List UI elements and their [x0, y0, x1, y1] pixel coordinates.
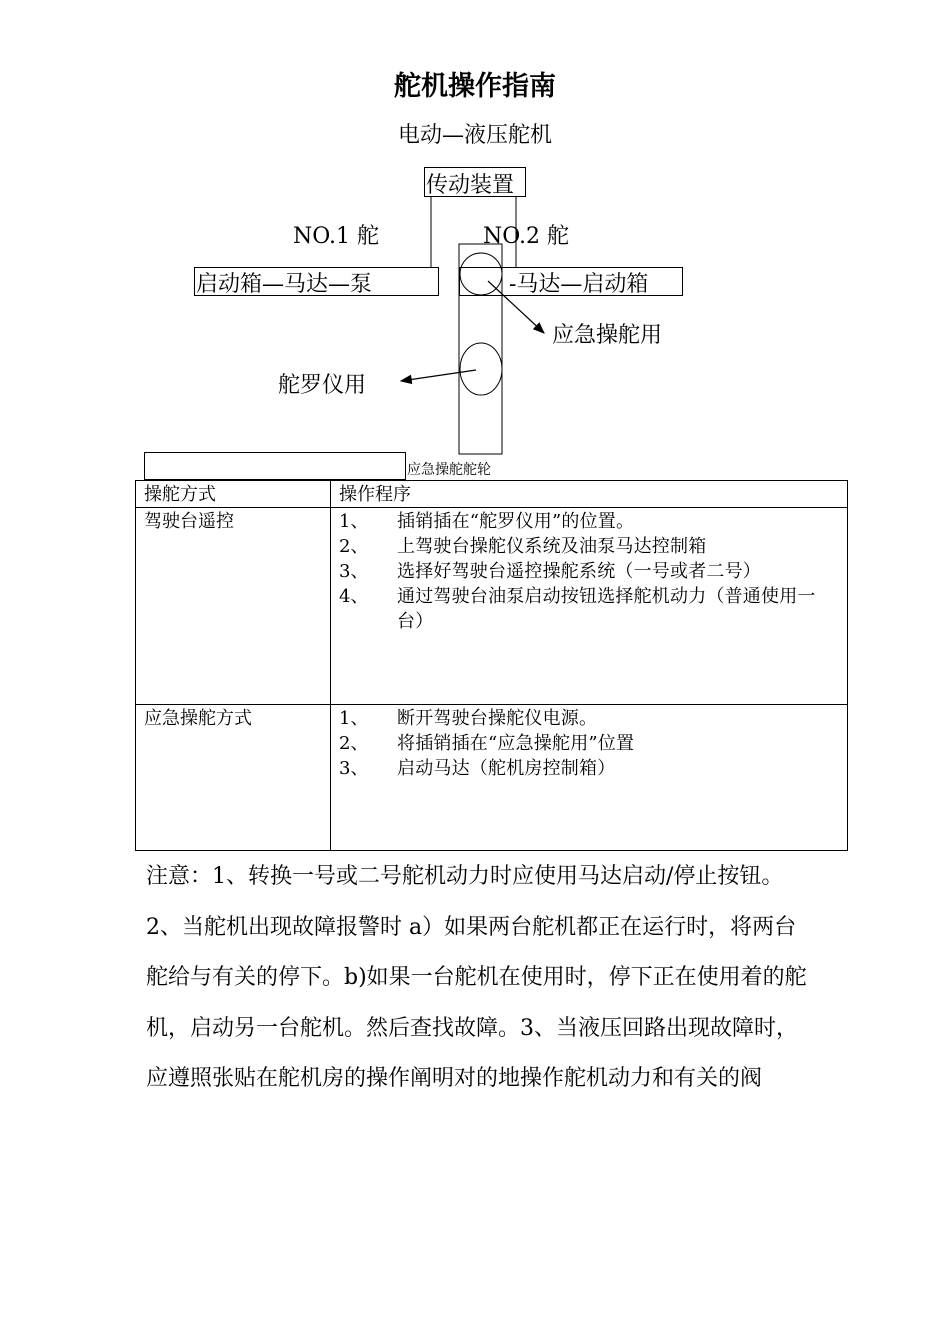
emergency-wheel-box: [144, 452, 406, 480]
table-header-row: [136, 481, 848, 508]
no1-rudder-label: NO.1 舵: [293, 224, 379, 249]
procedure-step: [339, 534, 839, 559]
step-text: 将插销插在“应急操舵用”位置: [397, 733, 635, 754]
procedure-step: [339, 731, 839, 756]
left-chain-label: 启动箱—马达—泵: [196, 272, 373, 297]
note-paragraph: 注意：1、转换一号或二号舵机动力时应使用马达启动/停止按钮。2、当舵机出现故障报警时 a）如果两台舵机都正在运行时，将两台舵给与有关的停下。b)如果一台舵机在使用时，停下正在使用着的舵机，启动另一台舵机。然后查找故障。3、当液压回路出现故障时，应遵照张贴在舵机房的操作阐明对的地操作舵机动力和有关的阀: [146, 864, 807, 1091]
step-number: 2、: [339, 536, 369, 557]
step-number: 1、: [339, 511, 369, 532]
step-number: 4、: [339, 586, 369, 607]
gyro-arrow: [401, 370, 476, 381]
right-chain-label: -马达—启动箱: [509, 272, 649, 297]
gyro-use-label: 舵罗仪用: [278, 373, 367, 398]
procedure-step: [339, 509, 839, 534]
procedure-cell: [331, 508, 848, 705]
step-text: 选择好驾驶台遥控操舵系统（一号或者二号）: [397, 561, 761, 582]
procedure-cell: [331, 705, 848, 851]
procedure-step: [339, 706, 839, 731]
operation-table: [135, 480, 848, 851]
step-number: 2、: [339, 733, 369, 754]
procedure-step: [339, 559, 839, 584]
step-text: 上驾驶台操舵仪系统及油泵马达控制箱: [397, 536, 707, 557]
drive-unit-label: 传动装置: [426, 173, 515, 198]
emergency-wheel-label: 应急操舵舵轮: [407, 462, 491, 478]
step-text: 启动马达（舵机房控制箱）: [397, 758, 616, 779]
header-procedure: 操作程序: [331, 481, 848, 508]
steering-diagram: [0, 0, 950, 480]
procedure-step: [339, 756, 839, 781]
gyro-pin-hole: [460, 343, 502, 395]
step-number: 3、: [339, 758, 369, 779]
step-number: 1、: [339, 708, 369, 729]
step-number: 3、: [339, 561, 369, 582]
step-text: 断开驾驶台操舵仪电源。: [397, 708, 598, 729]
no2-rudder-label: NO.2 舵: [483, 224, 569, 249]
document-subtitle: 电动—液压舵机: [397, 123, 552, 148]
mode-cell: 应急操舵方式: [136, 705, 331, 851]
table-row: [136, 508, 848, 705]
header-mode: 操舵方式: [136, 481, 331, 508]
table-row: [136, 705, 848, 851]
emergency-use-label: 应急操舵用: [552, 323, 663, 348]
mode-cell: 驾驶台遥控: [136, 508, 331, 705]
document-title: 舵机操作指南: [394, 71, 556, 102]
step-text: 通过驾驶台油泵启动按钮选择舵机动力（普通使用一台）: [397, 586, 816, 632]
step-text: 插销插在“舵罗仪用”的位置。: [397, 511, 635, 532]
procedure-step: [339, 584, 839, 634]
